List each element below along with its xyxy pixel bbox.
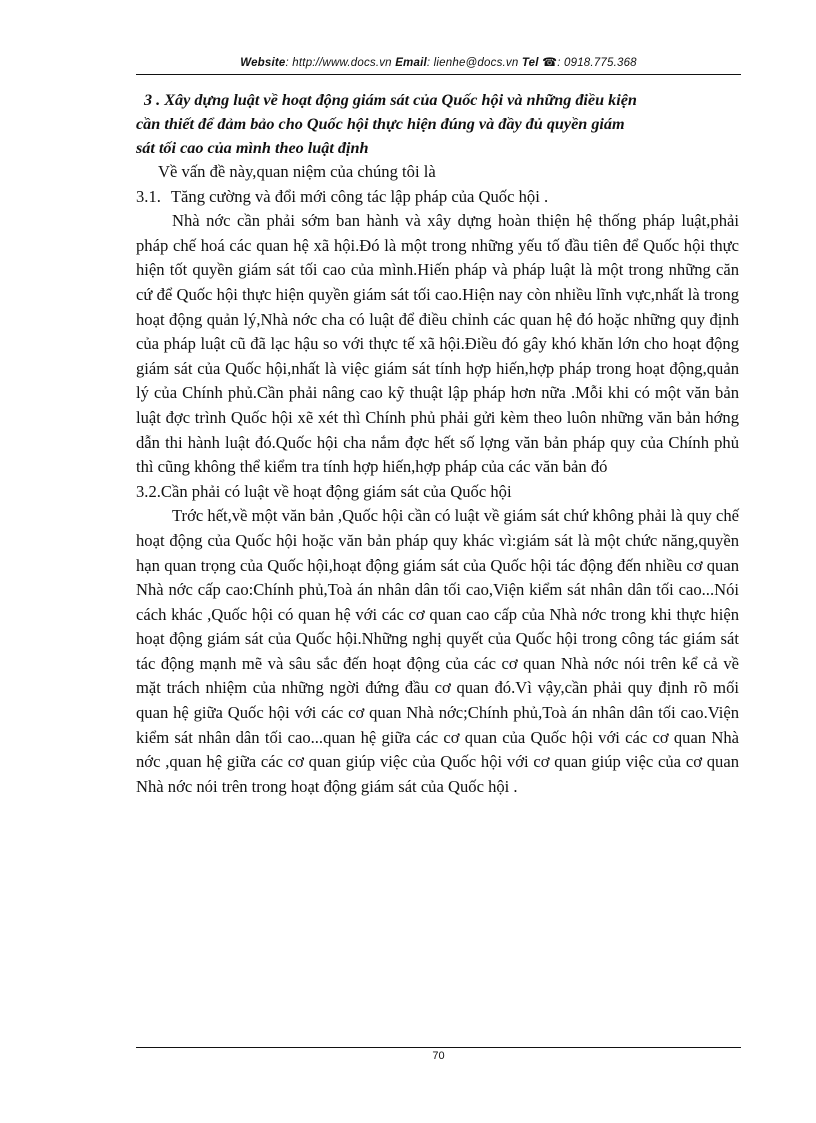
section-title-line-2: cần thiết để đảm bảo cho Quốc hội thực hiện đúng và đầy đủ quyền giám bbox=[136, 115, 625, 133]
footer-rule bbox=[136, 1047, 741, 1048]
tel-value: : 0918.775.368 bbox=[557, 57, 637, 69]
website-value: : http://www.docs.vn bbox=[285, 57, 392, 69]
document-body bbox=[136, 88, 739, 799]
subsection-1-heading bbox=[136, 185, 739, 210]
subsection-1-paragraph: Nhà nớc cần phải sớm ban hành và xây dựng hoàn thiện hệ thống pháp luật,phải pháp chế hoá các quan hệ xã hội.Đó là một trong những yếu tố đầu tiên để Quốc hội thực hiện tốt quyền giám sát tối cao của mình.Hiến pháp và pháp luật là một trong những căn cứ để Quốc hội thực hiện quyền giám sát tối cao.Hiện nay còn nhiều lĩnh vực,nhất là trong hoạt động quản lý,Nhà nớc cha có luật để điều chỉnh các quan hệ đó hoặc những quy định của pháp luật cũ đã lạc hậu so với thực tế xã hội.Điều đó gây khó khăn lớn cho hoạt động giám sát của Quốc hội,nhất là việc giám sát tính hợp hiến,hợp pháp trong hoạt động,quản lý của Chính phủ.Cần phải nâng cao kỹ thuật lập pháp hơn nữa .Mỗi khi có một văn bản luật đợc trình Quốc hội xẽ xét thì Chính phủ phải gửi kèm theo luôn những văn bản hớng dẫn thi hành luật đó.Quốc hội cha nắm đợc hết số lợng văn bản pháp quy của Chính phủ thì cũng không thể kiểm tra tính hợp hiến,hợp pháp của các văn bản đó bbox=[136, 211, 739, 477]
header-rule bbox=[136, 74, 741, 75]
subsection-1-number: 3.1. bbox=[136, 186, 161, 206]
subsection-2-heading: 3.2.Cần phải có luật về hoạt động giám sát của Quốc hội bbox=[136, 481, 512, 501]
page-number: 70 bbox=[432, 1050, 445, 1062]
tel-label: Tel bbox=[521, 57, 539, 69]
page-header bbox=[136, 55, 741, 69]
section-title-line-1: 3 . Xây dựng luật về hoạt động giám sát của Quốc hội và những điều kiện bbox=[144, 91, 637, 109]
phone-icon: ☎ bbox=[542, 55, 558, 69]
subsection-1-title: Tăng cường và đổi mới công tác lập pháp của Quốc hội . bbox=[170, 186, 549, 206]
website-label: Website bbox=[240, 57, 286, 69]
subsection-2-paragraph: Trớc hết,về một văn bản ,Quốc hội cần có luật về giám sát chứ không phải là quy chế hoạt động của Quốc hội hoặc văn bản pháp quy khác vì:giám sát là một chức năng,quyền hạn quan trọng của Quốc hội,hoạt động giám sát của Quốc hội tác động đến nhiều cơ quan Nhà nớc cấp cao:Chính phủ,Toà án nhân dân tối cao,Viện kiểm sát nhân dân tối cao...Nói cách khác ,Quốc hội có quan hệ với các cơ quan cao cấp của Nhà nớc trong khi thực hiện hoạt động giám sát của Quốc hội.Những nghị quyết của Quốc hội trong công tác giám sát tác động mạnh mẽ và sâu sắc đến hoạt động của các cơ quan Nhà nớc nói trên kể cả về mặt trách nhiệm của những ngời đứng đầu cơ quan đó.Vì vậy,cần phải quy định rõ mối quan hệ giữa Quốc hội với các cơ quan Nhà nớc;Chính phủ,Toà án nhân dân tối cao.Viện kiểm sát nhân dân tối cao...quan hệ giữa các cơ quan của Quốc hội với các cơ quan Nhà nớc ,quan hệ giữa các cơ quan giúp việc của Quốc hội với cơ quan giúp việc của cơ quan Nhà nớc nói trên trong hoạt động giám sát của Quốc hội . bbox=[136, 506, 739, 796]
intro-line: Về vấn đề này,quan niệm của chúng tôi là bbox=[158, 162, 436, 181]
email-value: : lienhe@docs.vn bbox=[426, 57, 519, 69]
email-label: Email bbox=[395, 57, 427, 69]
section-title-line-3: sát tối cao của mình theo luật định bbox=[136, 139, 369, 157]
section-title bbox=[136, 88, 739, 160]
